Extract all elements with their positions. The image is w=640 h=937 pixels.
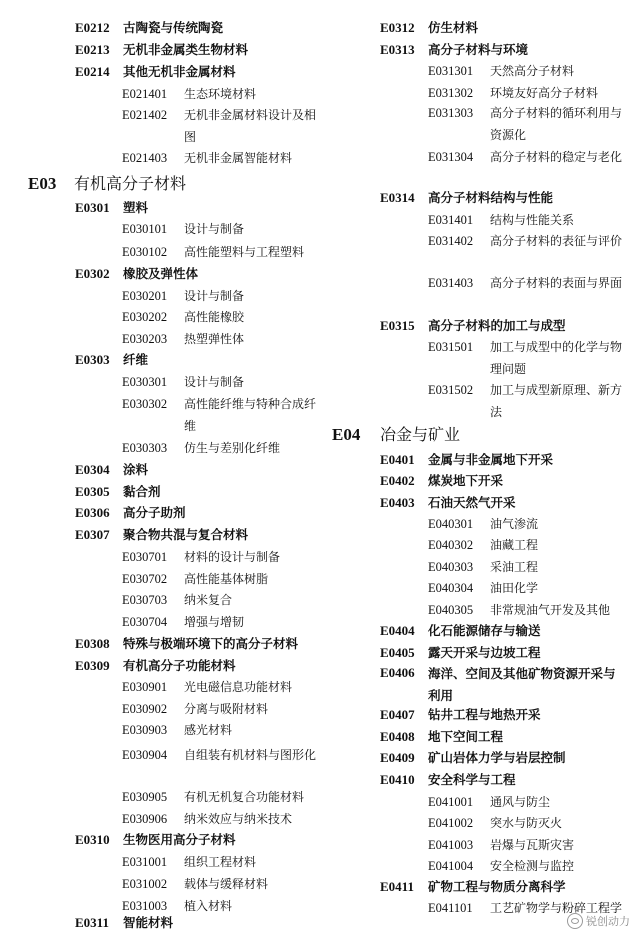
- entry-code: E0310: [75, 832, 110, 847]
- category-entry: [380, 748, 566, 769]
- category-entry: [75, 62, 236, 83]
- entry-title: 工艺矿物学与粉碎工程学: [490, 901, 623, 915]
- category-entry: [380, 877, 566, 898]
- subcategory-entry: [428, 231, 630, 253]
- category-entry: [380, 705, 541, 726]
- entry-title: 感光材料: [184, 723, 233, 737]
- entry-code: E0301: [75, 200, 110, 215]
- subcategory-entry: [428, 813, 562, 834]
- entry-title: 纤维: [123, 352, 149, 367]
- entry-code: E031302: [428, 86, 474, 100]
- category-entry: [75, 656, 236, 677]
- entry-title: 仿生材料: [428, 20, 479, 35]
- entry-code: E0304: [75, 462, 110, 477]
- entry-code: E040301: [428, 517, 474, 531]
- entry-title: 纳米效应与纳米技术: [184, 812, 293, 826]
- entry-title: 矿山岩体力学与岩层控制: [428, 750, 566, 765]
- entry-title: 涂料: [123, 462, 149, 477]
- section-heading: [332, 425, 460, 445]
- entry-code: E041101: [428, 901, 473, 915]
- entry-title: 结构与性能关系: [490, 213, 575, 227]
- subcategory-entry: [122, 720, 232, 741]
- entry-code: E031403: [428, 276, 474, 290]
- entry-title: 有机无机复合功能材料: [184, 790, 305, 804]
- entry-title: 高分子材料的稳定与老化: [490, 150, 623, 164]
- subcategory-entry: [122, 84, 256, 105]
- entry-code: E031001: [122, 855, 168, 869]
- entry-code: E031401: [428, 213, 474, 227]
- entry-code: E0303: [75, 352, 110, 367]
- entry-code: E0309: [75, 658, 110, 673]
- subcategory-entry: [122, 852, 256, 873]
- entry-title: 智能材料: [123, 915, 174, 930]
- entry-code: E031501: [428, 340, 474, 354]
- entry-code: E0307: [75, 527, 110, 542]
- entry-code: E021402: [122, 108, 168, 122]
- entry-code: E030701: [122, 550, 168, 564]
- entry-code: E0402: [380, 473, 415, 488]
- entry-title: 油藏工程: [490, 538, 539, 552]
- entry-code: E031003: [122, 899, 168, 913]
- subcategory-entry: [122, 242, 304, 263]
- entry-title: 纳米复合: [184, 593, 233, 607]
- entry-code: E030102: [122, 245, 168, 259]
- entry-title: 黏合剂: [123, 484, 161, 499]
- entry-code: E0403: [380, 495, 415, 510]
- subcategory-entry: [428, 514, 538, 535]
- entry-title: 露天开采与边坡工程: [428, 645, 541, 660]
- subcategory-entry: [428, 600, 610, 621]
- entry-code: E0314: [380, 190, 415, 205]
- subcategory-entry: [122, 699, 268, 720]
- category-entry: [75, 525, 248, 546]
- entry-title: 环境友好高分子材料: [490, 86, 599, 100]
- entry-title: 高性能基体树脂: [184, 572, 269, 586]
- category-entry: [75, 198, 148, 219]
- entry-title: 仿生与差别化纤维: [184, 441, 281, 455]
- subcategory-entry: [122, 677, 292, 698]
- category-entry: [75, 913, 173, 934]
- entry-title: 安全检测与监控: [490, 859, 575, 873]
- entry-code: E041004: [428, 859, 474, 873]
- entry-title: 石油天然气开采: [428, 495, 516, 510]
- entry-title: 高分子材料的循环利用与资源化: [490, 106, 623, 142]
- entry-code: E031303: [428, 106, 474, 120]
- entry-code: E030905: [122, 790, 168, 804]
- entry-code: E040304: [428, 581, 474, 595]
- entry-code: E0408: [380, 729, 415, 744]
- entry-title: 高分子材料的表面与界面: [490, 276, 623, 290]
- entry-code: E031402: [428, 234, 474, 248]
- entry-title: 光电磁信息功能材料: [184, 680, 293, 694]
- subcategory-entry: [122, 612, 244, 633]
- subcategory-entry: [428, 337, 630, 380]
- entry-code: E0306: [75, 505, 110, 520]
- entry-title: 无机非金属材料设计及相图: [184, 108, 317, 144]
- category-entry: [75, 18, 223, 39]
- entry-title: 高分子材料的加工与成型: [428, 318, 566, 333]
- entry-title: 聚合物共混与复合材料: [123, 527, 249, 542]
- entry-title: 安全科学与工程: [428, 772, 516, 787]
- entry-title: 突水与防灭火: [490, 816, 563, 830]
- entry-code: E030703: [122, 593, 168, 607]
- entry-code: E0308: [75, 636, 110, 651]
- subcategory-entry: [428, 61, 574, 82]
- entry-title: 分离与吸附材料: [184, 702, 269, 716]
- entry-title: 高性能塑料与工程塑料: [184, 245, 305, 259]
- entry-title: 高性能橡胶: [184, 310, 245, 324]
- subcategory-entry: [122, 105, 324, 148]
- entry-code: E0410: [380, 772, 415, 787]
- category-entry: [380, 663, 620, 706]
- entry-title: 有机高分子材料: [74, 174, 187, 193]
- entry-title: 非常规油气开发及其他: [490, 603, 611, 617]
- entry-code: E030201: [122, 289, 168, 303]
- category-entry: [380, 643, 541, 664]
- entry-code: E04: [332, 425, 361, 444]
- subcategory-entry: [428, 557, 538, 578]
- right-column: [332, 0, 632, 937]
- entry-title: 通风与防尘: [490, 795, 551, 809]
- entry-code: E030903: [122, 723, 168, 737]
- subcategory-entry: [122, 307, 244, 328]
- entry-code: E041002: [428, 816, 474, 830]
- entry-title: 塑料: [123, 200, 149, 215]
- entry-title: 橡胶及弹性体: [123, 266, 199, 281]
- category-entry: [380, 40, 528, 61]
- entry-code: E0213: [75, 42, 110, 57]
- entry-title: 设计与制备: [184, 289, 245, 303]
- entry-code: E0305: [75, 484, 110, 499]
- subcategory-entry: [428, 535, 538, 556]
- subcategory-entry: [122, 809, 292, 830]
- entry-code: E030702: [122, 572, 168, 586]
- subcategory-entry: [122, 569, 268, 590]
- category-entry: [380, 621, 541, 642]
- entry-title: 植入材料: [184, 899, 233, 913]
- entry-title: 地下空间工程: [428, 729, 504, 744]
- entry-code: E0302: [75, 266, 110, 281]
- entry-title: 增强与增韧: [184, 615, 245, 629]
- entry-code: E0212: [75, 20, 110, 35]
- subcategory-entry: [428, 147, 630, 169]
- wechat-icon: [567, 913, 583, 929]
- entry-code: E031301: [428, 64, 474, 78]
- entry-code: E0312: [380, 20, 415, 35]
- category-entry: [75, 40, 248, 61]
- category-entry: [380, 770, 516, 791]
- entry-code: E040302: [428, 538, 474, 552]
- entry-code: E030202: [122, 310, 168, 324]
- category-entry: [380, 450, 553, 471]
- entry-title: 载体与缓释材料: [184, 877, 269, 891]
- entry-title: 无机非金属类生物材料: [123, 42, 249, 57]
- entry-code: E030904: [122, 748, 168, 762]
- entry-code: E0214: [75, 64, 110, 79]
- entry-title: 冶金与矿业: [380, 425, 461, 444]
- entry-title: 钻井工程与地热开采: [428, 707, 541, 722]
- subcategory-entry: [428, 835, 574, 856]
- entry-title: 设计与制备: [184, 222, 245, 236]
- entry-code: E030203: [122, 332, 168, 346]
- entry-title: 油气渗流: [490, 517, 539, 531]
- entry-code: E040305: [428, 603, 474, 617]
- entry-title: 有机高分子功能材料: [123, 658, 236, 673]
- entry-title: 组织工程材料: [184, 855, 257, 869]
- entry-title: 岩爆与瓦斯灾害: [490, 838, 575, 852]
- entry-title: 设计与制备: [184, 375, 245, 389]
- entry-title: 化石能源储存与输送: [428, 623, 541, 638]
- entry-code: E031304: [428, 150, 474, 164]
- entry-title: 高分子材料的表征与评价: [490, 234, 623, 248]
- entry-title: 生物医用高分子材料: [123, 832, 236, 847]
- category-entry: [380, 18, 478, 39]
- category-entry: [380, 471, 503, 492]
- entry-code: E030902: [122, 702, 168, 716]
- subcategory-entry: [428, 380, 630, 423]
- entry-title: 材料的设计与制备: [184, 550, 281, 564]
- entry-code: E030301: [122, 375, 168, 389]
- subcategory-entry: [428, 578, 538, 599]
- entry-code: E0407: [380, 707, 415, 722]
- entry-title: 古陶瓷与传统陶瓷: [123, 20, 224, 35]
- entry-code: E021401: [122, 87, 168, 101]
- subcategory-entry: [122, 590, 232, 611]
- entry-code: E021403: [122, 151, 168, 165]
- entry-title: 高分子材料结构与性能: [428, 190, 554, 205]
- entry-title: 金属与非金属地下开采: [428, 452, 554, 467]
- entry-code: E031502: [428, 383, 474, 397]
- entry-title: 其他无机非金属材料: [123, 64, 236, 79]
- entry-code: E03: [28, 174, 57, 193]
- entry-code: E0406: [380, 665, 415, 680]
- category-entry: [75, 634, 298, 655]
- subcategory-entry: [428, 856, 574, 877]
- watermark-text: 锐创动力: [586, 915, 630, 928]
- subcategory-entry: [428, 273, 630, 295]
- entry-code: E0409: [380, 750, 415, 765]
- entry-code: E0404: [380, 623, 415, 638]
- entry-title: 高分子助剂: [123, 505, 186, 520]
- entry-title: 自组装有机材料与图形化: [184, 748, 317, 762]
- category-entry: [75, 460, 148, 481]
- subcategory-entry: [428, 103, 630, 146]
- entry-code: E031002: [122, 877, 168, 891]
- subcategory-entry: [122, 438, 280, 459]
- entry-title: 油田化学: [490, 581, 539, 595]
- entry-title: 高性能纤维与特种合成纤维: [184, 397, 317, 433]
- subcategory-entry: [428, 210, 574, 231]
- subcategory-entry: [122, 286, 244, 307]
- entry-code: E0315: [380, 318, 415, 333]
- entry-title: 加工与成型新原理、新方法: [490, 383, 623, 419]
- entry-code: E030704: [122, 615, 168, 629]
- subcategory-entry: [122, 372, 244, 393]
- category-entry: [75, 503, 186, 524]
- category-entry: [380, 188, 553, 209]
- entry-title: 天然高分子材料: [490, 64, 575, 78]
- category-entry: [75, 830, 236, 851]
- entry-code: E030302: [122, 397, 168, 411]
- subcategory-entry: [122, 547, 280, 568]
- entry-title: 海洋、空间及其他矿物资源开采与利用: [428, 666, 616, 703]
- entry-code: E0411: [380, 879, 414, 894]
- entry-code: E0313: [380, 42, 415, 57]
- entry-code: E041003: [428, 838, 474, 852]
- subcategory-entry: [122, 874, 268, 895]
- entry-title: 煤炭地下开采: [428, 473, 504, 488]
- subcategory-entry: [428, 792, 550, 813]
- category-entry: [380, 316, 566, 337]
- entry-code: E030101: [122, 222, 168, 236]
- subcategory-entry: [122, 329, 244, 350]
- category-entry: [75, 482, 161, 503]
- subcategory-entry: [122, 787, 304, 808]
- entry-code: E0401: [380, 452, 415, 467]
- entry-code: E030906: [122, 812, 168, 826]
- category-entry: [380, 727, 503, 748]
- category-entry: [75, 350, 148, 371]
- entry-title: 采油工程: [490, 560, 539, 574]
- entry-code: E030901: [122, 680, 168, 694]
- subcategory-entry: [122, 745, 324, 767]
- entry-title: 特殊与极端环境下的高分子材料: [123, 636, 299, 651]
- subcategory-entry: [122, 394, 324, 437]
- watermark: [567, 913, 630, 929]
- category-entry: [75, 264, 198, 285]
- entry-title: 热塑弹性体: [184, 332, 245, 346]
- subcategory-entry: [428, 83, 598, 104]
- entry-title: 高分子材料与环境: [428, 42, 529, 57]
- entry-title: 生态环境材料: [184, 87, 257, 101]
- section-heading: [28, 174, 186, 194]
- subcategory-entry: [122, 219, 244, 240]
- entry-title: 无机非金属智能材料: [184, 151, 293, 165]
- entry-title: 加工与成型中的化学与物理问题: [490, 340, 623, 376]
- entry-code: E0311: [75, 915, 109, 930]
- entry-code: E040303: [428, 560, 474, 574]
- category-entry: [380, 493, 516, 514]
- entry-title: 矿物工程与物质分离科学: [428, 879, 566, 894]
- entry-code: E030303: [122, 441, 168, 455]
- entry-code: E0405: [380, 645, 415, 660]
- subcategory-entry: [122, 148, 292, 169]
- entry-code: E041001: [428, 795, 474, 809]
